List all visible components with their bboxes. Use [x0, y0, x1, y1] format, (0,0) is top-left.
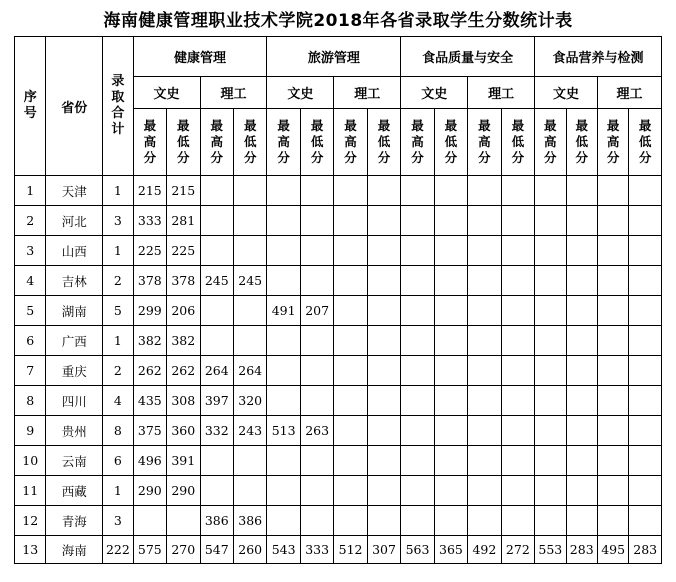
score-cell: 225 [133, 236, 166, 266]
score-cell [629, 506, 662, 536]
score-cell [468, 296, 501, 326]
row-seq: 5 [15, 296, 46, 326]
score-cell [629, 356, 662, 386]
score-cell [629, 206, 662, 236]
score-cell: 262 [167, 356, 200, 386]
score-cell [367, 266, 400, 296]
row-seq: 11 [15, 476, 46, 506]
table-row [15, 176, 662, 206]
row-total: 8 [103, 416, 133, 446]
score-cell [200, 176, 233, 206]
score-cell [468, 476, 501, 506]
score-cell [629, 266, 662, 296]
score-cell [501, 506, 534, 536]
score-cell [434, 356, 467, 386]
score-cell [267, 446, 300, 476]
row-province: 四川 [46, 386, 103, 416]
score-cell [233, 446, 266, 476]
header-max-score: 最高分 [334, 109, 367, 176]
score-cell [501, 236, 534, 266]
score-cell [535, 176, 566, 206]
score-cell [566, 386, 597, 416]
score-cell: 378 [133, 266, 166, 296]
header-track-ligong: 理工 [334, 77, 401, 109]
score-cell [501, 476, 534, 506]
score-cell [334, 266, 367, 296]
score-cell: 386 [200, 506, 233, 536]
row-province: 广西 [46, 326, 103, 356]
score-cell [401, 356, 434, 386]
score-cell [233, 326, 266, 356]
score-cell: 563 [401, 536, 434, 564]
row-seq: 6 [15, 326, 46, 356]
score-cell [434, 386, 467, 416]
score-cell [401, 206, 434, 236]
row-total: 4 [103, 386, 133, 416]
score-cell [535, 356, 566, 386]
row-seq: 12 [15, 506, 46, 536]
score-cell [434, 416, 467, 446]
row-total: 1 [103, 236, 133, 266]
score-cell [401, 476, 434, 506]
header-max-score: 最高分 [597, 109, 628, 176]
score-cell: 308 [167, 386, 200, 416]
score-cell [334, 356, 367, 386]
score-cell [200, 476, 233, 506]
score-cell [501, 206, 534, 236]
score-cell [501, 176, 534, 206]
header-min-score: 最低分 [501, 109, 534, 176]
score-cell: 243 [233, 416, 266, 446]
score-cell [334, 446, 367, 476]
score-cell: 332 [200, 416, 233, 446]
score-cell: 281 [167, 206, 200, 236]
score-cell: 260 [233, 536, 266, 564]
score-cell [367, 416, 400, 446]
score-cell: 290 [133, 476, 166, 506]
score-cell: 263 [300, 416, 333, 446]
row-seq: 7 [15, 356, 46, 386]
score-cell [535, 266, 566, 296]
score-cell: 225 [167, 236, 200, 266]
score-cell [566, 236, 597, 266]
score-cell [300, 326, 333, 356]
row-province: 贵州 [46, 416, 103, 446]
score-cell [367, 206, 400, 236]
score-cell [566, 206, 597, 236]
table-row [15, 506, 662, 536]
score-cell [233, 296, 266, 326]
score-cell [566, 446, 597, 476]
score-cell [267, 236, 300, 266]
score-cell [367, 176, 400, 206]
score-cell [334, 296, 367, 326]
score-cell [401, 416, 434, 446]
score-cell [334, 326, 367, 356]
row-seq: 2 [15, 206, 46, 236]
header-track-wenshi: 文史 [267, 77, 334, 109]
score-cell: 512 [334, 536, 367, 564]
score-cell [434, 446, 467, 476]
score-cell [267, 386, 300, 416]
table-row [15, 446, 662, 476]
score-cell: 307 [367, 536, 400, 564]
score-cell [434, 506, 467, 536]
score-cell [629, 296, 662, 326]
score-cell [267, 476, 300, 506]
score-cell [401, 236, 434, 266]
score-cell [401, 326, 434, 356]
score-cell [566, 266, 597, 296]
score-cell [167, 506, 200, 536]
score-cell: 283 [629, 536, 662, 564]
row-total: 6 [103, 446, 133, 476]
score-cell: 543 [267, 536, 300, 564]
table-row [15, 296, 662, 326]
score-cell [233, 236, 266, 266]
score-cell [434, 296, 467, 326]
header-max-score: 最高分 [468, 109, 501, 176]
score-cell [334, 506, 367, 536]
score-cell [434, 266, 467, 296]
header-track-wenshi: 文史 [535, 77, 598, 109]
table-row [15, 266, 662, 296]
row-total: 3 [103, 206, 133, 236]
score-cell [501, 416, 534, 446]
score-cell [300, 236, 333, 266]
table-row [15, 536, 662, 564]
score-cell: 553 [535, 536, 566, 564]
row-seq: 1 [15, 176, 46, 206]
score-cell [468, 506, 501, 536]
score-cell [434, 176, 467, 206]
score-cell [566, 506, 597, 536]
score-cell [434, 476, 467, 506]
header-min-score: 最低分 [167, 109, 200, 176]
score-cell [629, 446, 662, 476]
score-cell [200, 296, 233, 326]
row-seq: 9 [15, 416, 46, 446]
score-cell [566, 326, 597, 356]
score-cell [629, 386, 662, 416]
score-cell [535, 236, 566, 266]
row-province: 西藏 [46, 476, 103, 506]
score-cell: 382 [167, 326, 200, 356]
score-cell [334, 206, 367, 236]
score-cell [267, 356, 300, 386]
score-cell [597, 206, 628, 236]
row-seq: 13 [15, 536, 46, 564]
score-cell: 245 [233, 266, 266, 296]
score-cell [597, 386, 628, 416]
score-cell [434, 236, 467, 266]
header-track-ligong: 理工 [200, 77, 267, 109]
header-min-score: 最低分 [300, 109, 333, 176]
score-cell [566, 176, 597, 206]
score-cell: 262 [133, 356, 166, 386]
score-cell: 496 [133, 446, 166, 476]
header-track-ligong: 理工 [468, 77, 535, 109]
score-cell [401, 446, 434, 476]
score-cell [367, 386, 400, 416]
score-cell [535, 416, 566, 446]
score-cell: 391 [167, 446, 200, 476]
score-cell [629, 236, 662, 266]
score-cell: 320 [233, 386, 266, 416]
score-cell [200, 236, 233, 266]
score-cell [535, 206, 566, 236]
header-major-food-safety: 食品质量与安全 [401, 37, 535, 77]
score-cell: 547 [200, 536, 233, 564]
score-cell [535, 476, 566, 506]
header-max-score: 最高分 [133, 109, 166, 176]
score-cell: 375 [133, 416, 166, 446]
score-cell [468, 176, 501, 206]
score-cell: 299 [133, 296, 166, 326]
score-cell [401, 266, 434, 296]
score-cell [597, 326, 628, 356]
score-cell [367, 236, 400, 266]
score-cell [468, 356, 501, 386]
row-total: 222 [103, 536, 133, 564]
score-cell [334, 386, 367, 416]
score-cell [200, 206, 233, 236]
row-total: 5 [103, 296, 133, 326]
row-province: 河北 [46, 206, 103, 236]
score-cell [233, 206, 266, 236]
score-cell [300, 446, 333, 476]
score-cell: 272 [501, 536, 534, 564]
score-cell [597, 356, 628, 386]
score-cell [401, 386, 434, 416]
header-max-score: 最高分 [535, 109, 566, 176]
score-cell [300, 206, 333, 236]
table-row [15, 416, 662, 446]
table-row [15, 326, 662, 356]
row-seq: 3 [15, 236, 46, 266]
score-cell: 215 [133, 176, 166, 206]
score-cell [535, 446, 566, 476]
score-cell: 382 [133, 326, 166, 356]
header-max-score: 最高分 [401, 109, 434, 176]
header-track-wenshi: 文史 [133, 77, 200, 109]
score-cell [200, 326, 233, 356]
score-cell [367, 356, 400, 386]
score-cell [200, 446, 233, 476]
header-province: 省份 [46, 37, 103, 176]
header-min-score: 最低分 [566, 109, 597, 176]
score-cell [267, 326, 300, 356]
score-cell [501, 356, 534, 386]
score-cell [367, 296, 400, 326]
header-min-score: 最低分 [434, 109, 467, 176]
score-cell [468, 326, 501, 356]
score-cell [267, 176, 300, 206]
table-row [15, 356, 662, 386]
score-cell [566, 476, 597, 506]
score-cell: 206 [167, 296, 200, 326]
score-cell: 245 [200, 266, 233, 296]
score-cell [434, 206, 467, 236]
score-cell [597, 416, 628, 446]
row-total: 1 [103, 326, 133, 356]
score-cell [267, 206, 300, 236]
row-total: 3 [103, 506, 133, 536]
score-cell [401, 176, 434, 206]
score-cell [468, 206, 501, 236]
score-cell [501, 446, 534, 476]
row-province: 海南 [46, 536, 103, 564]
score-cell: 360 [167, 416, 200, 446]
table-row [15, 386, 662, 416]
score-cell [566, 416, 597, 446]
score-cell [597, 236, 628, 266]
score-cell [233, 176, 266, 206]
score-cell [367, 446, 400, 476]
table-body [15, 176, 662, 564]
row-province: 云南 [46, 446, 103, 476]
score-cell: 435 [133, 386, 166, 416]
score-cell [367, 476, 400, 506]
score-cell [597, 176, 628, 206]
score-cell [334, 476, 367, 506]
row-total: 2 [103, 266, 133, 296]
row-seq: 10 [15, 446, 46, 476]
score-cell: 386 [233, 506, 266, 536]
score-cell: 365 [434, 536, 467, 564]
row-seq: 4 [15, 266, 46, 296]
score-cell [535, 326, 566, 356]
score-cell [597, 476, 628, 506]
score-cell [267, 506, 300, 536]
score-cell [501, 266, 534, 296]
score-cell [233, 476, 266, 506]
score-cell [535, 506, 566, 536]
score-cell: 575 [133, 536, 166, 564]
row-seq: 8 [15, 386, 46, 416]
score-cell [629, 176, 662, 206]
header-max-score: 最高分 [200, 109, 233, 176]
row-province: 青海 [46, 506, 103, 536]
row-province: 湖南 [46, 296, 103, 326]
score-cell [468, 236, 501, 266]
header-max-score: 最高分 [267, 109, 300, 176]
score-cell [535, 386, 566, 416]
score-cell [468, 416, 501, 446]
score-cell [300, 266, 333, 296]
score-cell: 378 [167, 266, 200, 296]
score-cell [597, 266, 628, 296]
score-cell [501, 326, 534, 356]
header-major-health-mgmt: 健康管理 [133, 37, 267, 77]
score-cell [597, 296, 628, 326]
header-track-ligong: 理工 [597, 77, 661, 109]
score-cell: 207 [300, 296, 333, 326]
score-cell [566, 356, 597, 386]
score-cell: 264 [233, 356, 266, 386]
score-cell: 290 [167, 476, 200, 506]
score-cell: 495 [597, 536, 628, 564]
score-cell [468, 386, 501, 416]
header-min-score: 最低分 [629, 109, 662, 176]
score-cell [367, 326, 400, 356]
score-cell [629, 476, 662, 506]
score-cell [597, 446, 628, 476]
row-province: 吉林 [46, 266, 103, 296]
score-cell: 264 [200, 356, 233, 386]
table-row [15, 476, 662, 506]
header-seq: 序号 [15, 37, 46, 176]
score-cell [501, 296, 534, 326]
score-cell [597, 506, 628, 536]
score-cell [468, 266, 501, 296]
score-table [14, 36, 662, 564]
score-cell: 333 [300, 536, 333, 564]
score-cell [334, 236, 367, 266]
score-cell [401, 296, 434, 326]
score-cell [300, 506, 333, 536]
score-cell [535, 296, 566, 326]
score-cell [367, 506, 400, 536]
score-cell: 283 [566, 536, 597, 564]
score-cell [468, 446, 501, 476]
score-cell [133, 506, 166, 536]
score-cell [300, 476, 333, 506]
row-province: 天津 [46, 176, 103, 206]
header-min-score: 最低分 [367, 109, 400, 176]
row-province: 山西 [46, 236, 103, 266]
score-cell [629, 326, 662, 356]
score-cell [300, 176, 333, 206]
score-cell [434, 326, 467, 356]
header-total: 录取合计 [103, 37, 133, 176]
header-min-score: 最低分 [233, 109, 266, 176]
score-cell [334, 416, 367, 446]
row-total: 2 [103, 356, 133, 386]
header-track-wenshi: 文史 [401, 77, 468, 109]
table-row [15, 206, 662, 236]
score-cell [300, 386, 333, 416]
score-cell [267, 266, 300, 296]
score-cell: 333 [133, 206, 166, 236]
score-cell [334, 176, 367, 206]
page-title: 海南健康管理职业技术学院2018年各省录取学生分数统计表 [103, 11, 573, 31]
score-cell: 492 [468, 536, 501, 564]
row-province: 重庆 [46, 356, 103, 386]
score-cell [401, 506, 434, 536]
header-major-food-nutrition: 食品营养与检测 [535, 37, 662, 77]
score-cell: 513 [267, 416, 300, 446]
score-cell [629, 416, 662, 446]
score-cell [566, 296, 597, 326]
table-row [15, 236, 662, 266]
row-total: 1 [103, 476, 133, 506]
score-cell [501, 386, 534, 416]
header-major-tourism-mgmt: 旅游管理 [267, 37, 401, 77]
score-cell [300, 356, 333, 386]
score-cell: 397 [200, 386, 233, 416]
score-cell: 270 [167, 536, 200, 564]
score-cell: 491 [267, 296, 300, 326]
score-cell: 215 [167, 176, 200, 206]
row-total: 1 [103, 176, 133, 206]
